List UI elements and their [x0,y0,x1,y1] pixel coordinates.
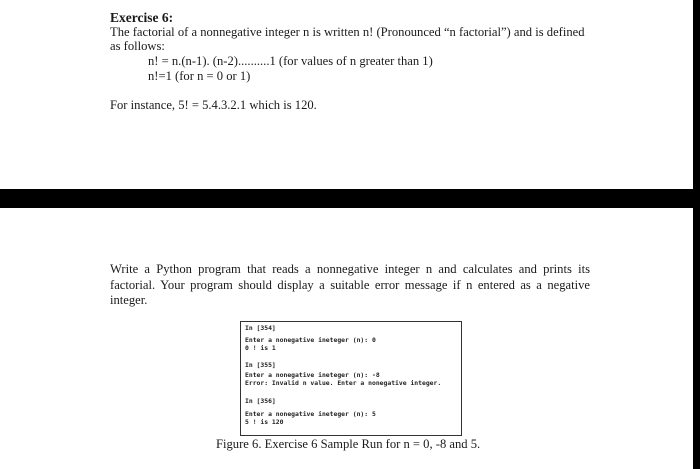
task-line-1: Write a Python program that reads a nonnegative integer n and calculates and prints its [110,262,590,276]
run1-prompt: In [354] [245,324,276,332]
task-line-2: factorial. Your program should display a suitable error message if n entered as a negative [110,277,590,292]
task-line-3: integer. [110,293,148,307]
document-page-2 [0,208,693,469]
run3-input: Enter a nonegative ineteger (n): 5 [245,410,376,418]
definition-line-2: as follows: [110,39,165,53]
run2-output: Error: Invalid n value. Enter a nonegative integer. [245,379,442,387]
task-description [110,262,590,309]
definition-line-1: The factorial of a nonnegative integer n is written n! (Pronounced “n factorial”) and is defined [110,25,585,39]
run2-prompt: In [355] [245,361,276,369]
run3-output: 5 ! is 120 [245,418,284,426]
document-page-1 [0,0,693,189]
run2-input: Enter a nonegative ineteger (n): -8 [245,371,380,379]
formula-general: n! = n.(n-1). (n-2)..........1 (for values of n greater than 1) [148,54,433,68]
figure-caption: Figure 6. Exercise 6 Sample Run for n = 0, -8 and 5. [216,437,481,451]
sample-run-output [240,321,462,436]
exercise-title: Exercise 6: [110,10,174,25]
formula-base-case: n!=1 (for n = 0 or 1) [148,69,251,83]
run1-input: Enter a nonegative ineteger (n): 0 [245,336,376,344]
run3-prompt: In [356] [245,397,276,405]
example-text: For instance, 5! = 5.4.3.2.1 which is 120. [110,98,317,112]
run1-output: 0 ! is 1 [245,344,276,352]
